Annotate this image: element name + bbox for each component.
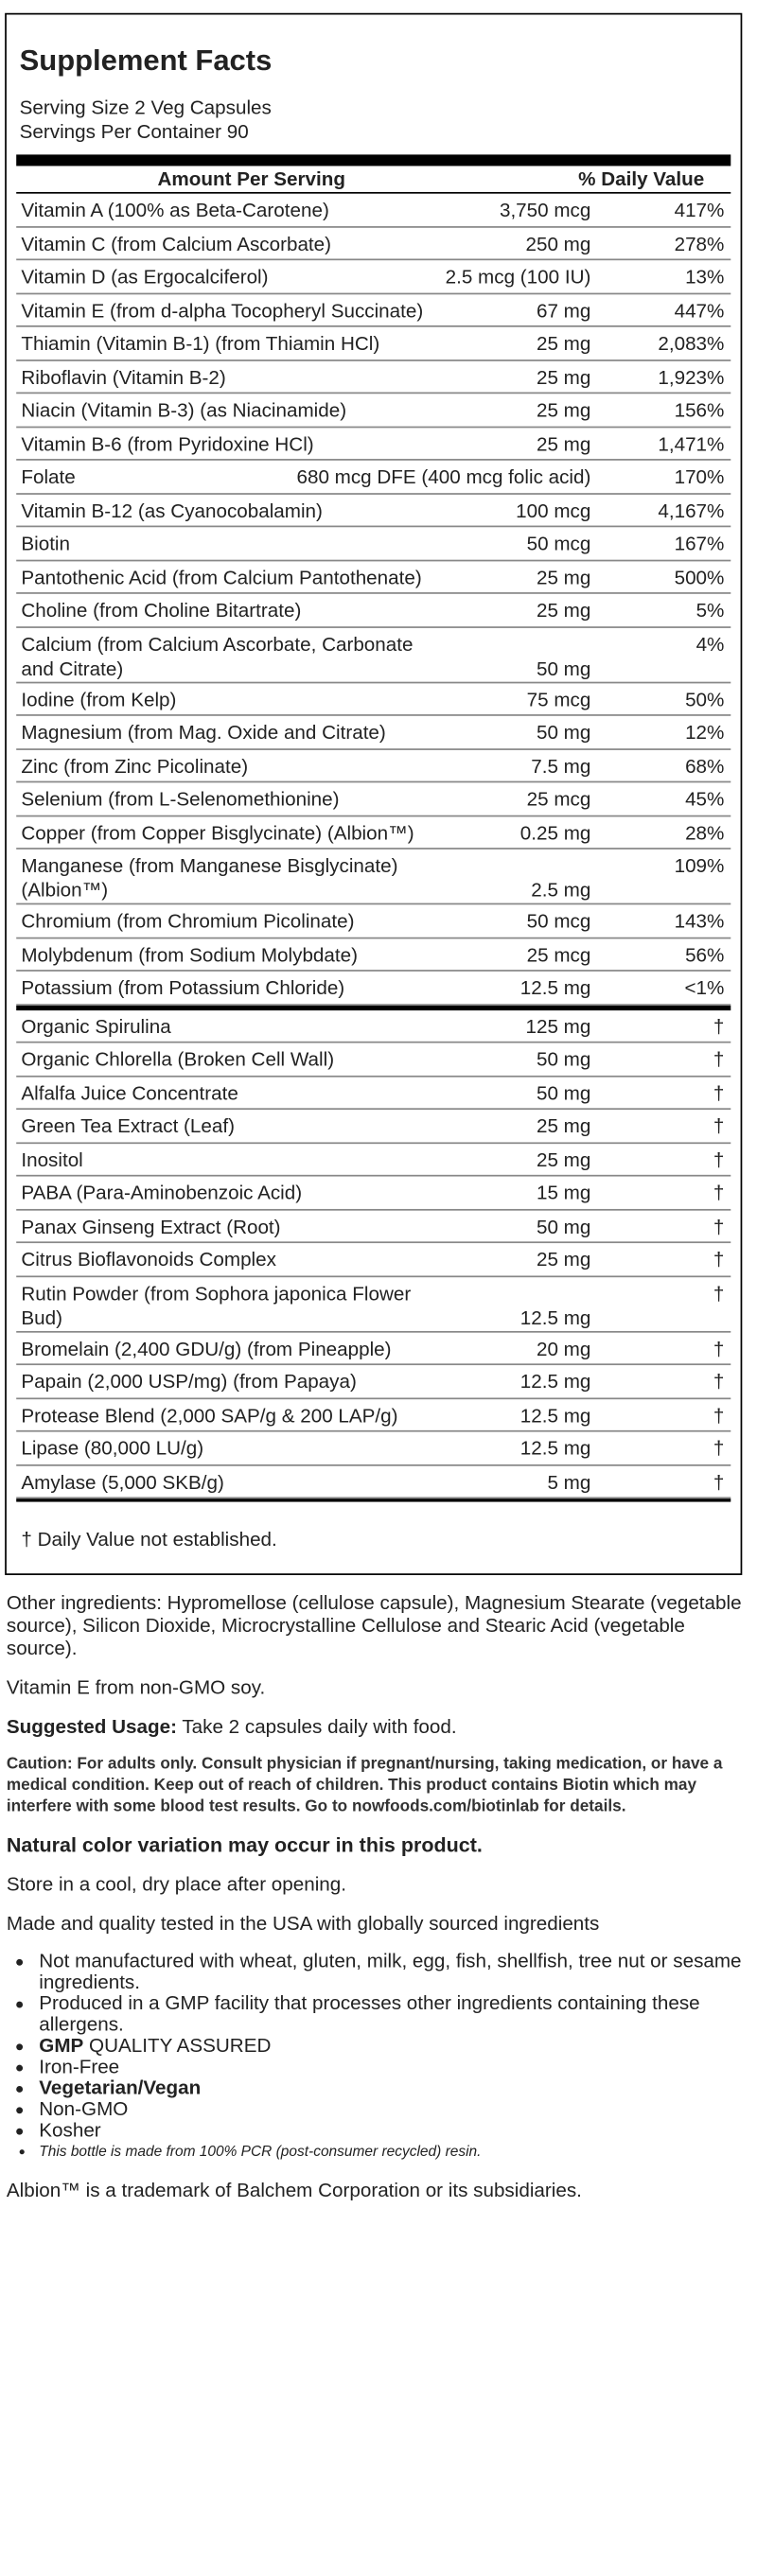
table-row	[16, 1177, 731, 1210]
daily-value: †	[713, 1114, 725, 1138]
nutrient-name: Organic Chlorella (Broken Cell Wall)	[21, 1047, 335, 1071]
table-row	[16, 360, 731, 394]
daily-value: 1,923%	[658, 365, 725, 389]
usage-label: Suggested Usage:	[6, 1714, 177, 1738]
daily-value: 447%	[674, 298, 725, 322]
list-item: • Not manufactured with wheat, gluten, milk, egg, fish, shellfish, tree nut or sesame ingredients.	[39, 1951, 750, 1993]
nutrient-amount: 7.5 mg	[531, 754, 591, 778]
nutrient-amount: 25 mg	[536, 1114, 591, 1138]
daily-value: 4%	[695, 632, 725, 656]
header-amount: Amount Per Serving	[157, 167, 345, 191]
list-item: • Vegetarian/Vegan	[39, 2077, 750, 2098]
table-row	[16, 749, 731, 782]
table-row	[16, 293, 731, 326]
nutrient-name: Potassium (from Potassium Chloride)	[21, 976, 345, 1000]
daily-value: 170%	[674, 464, 725, 488]
nutrient-name-text: Vitamin D (as Ergocalciferol)	[21, 265, 269, 289]
nutrient-amount: 50 mcg	[526, 532, 591, 555]
table-row	[16, 1398, 731, 1431]
nutrient-amount: 75 mcg	[526, 687, 591, 710]
nutrient-name: Copper (from Copper Bisglycinate) (Albion™)	[21, 820, 414, 844]
nutrient-name: Selenium (from L-Selenomethionine)	[21, 787, 340, 811]
nutrient-amount: 25 mg	[536, 398, 591, 422]
table-row	[16, 1332, 731, 1365]
daily-value: 167%	[674, 532, 725, 555]
list-item: • This bottle is made from 100% PCR (post-consumer recycled) resin.	[39, 2142, 750, 2163]
table-row	[16, 1243, 731, 1276]
natural-color-note: Natural color variation may occur in this product.	[6, 1833, 483, 1857]
nutrient-name: Magnesium (from Mag. Oxide and Citrate)	[21, 720, 386, 745]
daily-value: †	[713, 1047, 725, 1071]
list-item: • Produced in a GMP facility that processes other ingredients containing these allergens.	[39, 1993, 750, 2036]
nutrient-name	[16, 465, 607, 492]
nutrient-amount: 15 mg	[536, 1181, 591, 1204]
other-ingredient-rows	[16, 1009, 731, 1498]
nutrient-name: Amylase (5,000 SKB/g)	[21, 1470, 224, 1494]
nutrient-name: Chromium (from Chromium Picolinate)	[21, 909, 355, 933]
daily-value: <1%	[684, 976, 725, 1000]
table-row	[16, 1143, 731, 1176]
gmp-bold: GMP	[39, 2034, 84, 2058]
nutrient-name: Riboflavin (Vitamin B-2)	[21, 365, 226, 389]
servings-per-container: Servings Per Container 90	[19, 120, 249, 144]
nutrient-amount: 12.5 mg	[519, 1436, 591, 1460]
serving-size: Serving Size 2 Veg Capsules	[19, 96, 272, 119]
nutrient-amount: 2.5 mg	[531, 878, 591, 902]
daily-value: 4,167%	[658, 499, 725, 522]
nutrient-name: Protease Blend (2,000 SAP/g & 200 LAP/g)	[21, 1403, 398, 1427]
table-row	[16, 1432, 731, 1465]
other-ingredients: Other ingredients: Hypromellose (cellulose capsule), Magnesium Stearate (vegetable source), Silicon Dioxide, Microcrystalline Cellulose and Stearic Acid (vegetable source).	[6, 1591, 742, 1660]
nutrient-amount: 25 mg	[536, 1148, 591, 1171]
product-info	[0, 1575, 757, 2201]
daily-value: †	[713, 1370, 725, 1393]
daily-value: †	[713, 1470, 725, 1494]
table-row	[16, 1110, 731, 1143]
table-row	[16, 1365, 731, 1398]
nutrient-name	[16, 265, 607, 291]
table-header	[16, 166, 731, 193]
nutrient-amount: 50 mg	[536, 1047, 591, 1071]
table-row	[16, 394, 731, 427]
nutrient-amount: 12.5 mg	[519, 976, 591, 1000]
table-row	[16, 972, 731, 1005]
nutrient-name: Iodine (from Kelp)	[21, 687, 177, 710]
nutrient-amount: 5 mg	[547, 1470, 591, 1494]
vitamin-e-source: Vitamin E from non-GMO soy.	[6, 1675, 266, 1699]
table-row	[16, 1276, 731, 1331]
nutrient-amount: 25 mg	[536, 1248, 591, 1271]
nutrient-name: Inositol	[21, 1148, 83, 1171]
nutrient-name: Vitamin E (from d-alpha Tocopheryl Succinate)	[21, 298, 424, 322]
nutrient-amount: 12.5 mg	[519, 1370, 591, 1393]
table-row	[16, 428, 731, 461]
table-row	[16, 904, 731, 938]
nutrient-name: Manganese (from Manganese Bisglycinate) (Albion™)	[21, 854, 398, 902]
nutrient-amount: 25 mcg	[526, 787, 591, 811]
nutrient-name: Niacin (Vitamin B-3) (as Niacinamide)	[21, 398, 347, 422]
table-row	[16, 1043, 731, 1077]
nutrient-name-text: Folate	[21, 464, 76, 488]
nutrient-name: Thiamin (Vitamin B-1) (from Thiamin HCl)	[21, 331, 380, 355]
list-item: • Iron-Free	[39, 2057, 750, 2077]
nutrient-name: Panax Ginseng Extract (Root)	[21, 1214, 281, 1238]
daily-value: 500%	[674, 565, 725, 588]
daily-value: 68%	[685, 754, 725, 778]
table-row	[16, 494, 731, 527]
daily-value: †	[713, 1014, 725, 1038]
nutrient-amount: 125 mg	[525, 1014, 591, 1038]
nutrient-amount: 25 mg	[536, 565, 591, 588]
nutrient-name: Vitamin B-6 (from Pyridoxine HCl)	[21, 431, 314, 455]
daily-value: †	[713, 1214, 725, 1238]
daily-value: 28%	[685, 820, 725, 844]
nutrient-name: Zinc (from Zinc Picolinate)	[21, 754, 249, 778]
list-item: • Non-GMO	[39, 2099, 750, 2120]
table-row	[16, 1465, 731, 1498]
nutrient-amount: 50 mg	[536, 720, 591, 745]
usage-text: Take 2 capsules daily with food.	[176, 1714, 457, 1738]
nutrient-name: Bromelain (2,400 GDU/g) (from Pineapple)	[21, 1336, 392, 1360]
nutrient-amount: 3,750 mcg	[499, 198, 591, 221]
nutrient-name: Vitamin C (from Calcium Ascorbate)	[21, 232, 332, 255]
nutrient-name: Alfalfa Juice Concentrate	[21, 1080, 238, 1105]
daily-value: 1,471%	[658, 431, 725, 455]
daily-value: †	[713, 1403, 725, 1427]
trademark-note: Albion™ is a trademark of Balchem Corporation or its subsidiaries.	[6, 2179, 582, 2202]
table-row	[16, 194, 731, 227]
nutrient-name: Lipase (80,000 LU/g)	[21, 1436, 204, 1460]
supplement-facts-panel	[5, 13, 742, 1575]
nutrient-amount: 50 mcg	[526, 909, 591, 933]
nutrient-amount: 250 mg	[525, 232, 591, 255]
table-row	[16, 938, 731, 972]
nutrient-amount: 0.25 mg	[519, 820, 591, 844]
table-row	[16, 594, 731, 627]
daily-value: †	[713, 1080, 725, 1105]
table-row	[16, 683, 731, 716]
nutrient-name: Citrus Bioflavonoids Complex	[21, 1248, 276, 1271]
daily-value: 109%	[674, 854, 725, 878]
table-row	[16, 561, 731, 594]
header-dv: % Daily Value	[578, 167, 705, 191]
nutrient-name: Vitamin A (100% as Beta-Carotene)	[21, 198, 329, 221]
nutrient-amount: 25 mg	[536, 431, 591, 455]
daily-value: 278%	[674, 232, 725, 255]
daily-value: †	[713, 1148, 725, 1171]
nutrient-amount: 12.5 mg	[519, 1306, 591, 1329]
nutrient-amount: 25 mcg	[526, 942, 591, 966]
table-row	[16, 850, 731, 904]
table-row	[16, 627, 731, 682]
table-row	[16, 1009, 731, 1043]
nutrient-amount: 25 mg	[536, 598, 591, 622]
table-row	[16, 716, 731, 749]
vitamin-rows	[16, 194, 731, 1005]
daily-value: †	[713, 1436, 725, 1460]
nutrient-name: Pantothenic Acid (from Calcium Pantothenate)	[21, 565, 422, 588]
nutrient-name: Green Tea Extract (Leaf)	[21, 1114, 236, 1138]
gmp-rest: QUALITY ASSURED	[83, 2034, 272, 2058]
nutrient-amount: 25 mg	[536, 331, 591, 355]
daily-value: 5%	[695, 598, 725, 622]
thick-divider	[16, 154, 731, 166]
table-row	[16, 527, 731, 560]
daily-value: 143%	[674, 909, 725, 933]
daily-value: 45%	[685, 787, 725, 811]
table-row	[16, 461, 731, 494]
nutrient-name: PABA (Para-Aminobenzoic Acid)	[21, 1181, 303, 1204]
daily-value: 12%	[685, 720, 725, 745]
made-in-note: Made and quality tested in the USA with globally sourced ingredients	[6, 1912, 600, 1936]
nutrient-amount: 67 mg	[536, 298, 591, 322]
daily-value: †	[713, 1248, 725, 1271]
feature-list	[39, 1951, 750, 2163]
table-row	[16, 816, 731, 850]
table-row	[16, 260, 731, 293]
nutrient-amount: 25 mg	[536, 365, 591, 389]
nutrient-amount: 100 mcg	[516, 499, 591, 522]
daily-value: 2,083%	[658, 331, 725, 355]
list-item	[39, 2036, 750, 2057]
daily-value: †	[713, 1181, 725, 1204]
table-row	[16, 1077, 731, 1110]
nutrient-amount: 50 mg	[536, 1080, 591, 1105]
daily-value: 13%	[685, 265, 725, 289]
table-row	[16, 227, 731, 260]
list-item: • Kosher	[39, 2120, 750, 2141]
nutrient-name: Organic Spirulina	[21, 1014, 171, 1038]
nutrient-amount: 12.5 mg	[519, 1403, 591, 1427]
nutrient-amount: 20 mg	[536, 1336, 591, 1360]
daily-value: †	[713, 1336, 725, 1360]
suggested-usage	[7, 1715, 750, 1738]
nutrient-name: Vitamin B-12 (as Cyanocobalamin)	[21, 499, 323, 522]
nutrient-amount: 50 mg	[536, 657, 591, 680]
nutrient-amount-text: 680 mcg DFE (400 mcg folic acid)	[296, 464, 591, 488]
daily-value: †	[713, 1281, 725, 1305]
nutrient-amount: 50 mg	[536, 1214, 591, 1238]
nutrient-name: Calcium (from Calcium Ascorbate, Carbonate and Citrate)	[21, 632, 414, 680]
caution-text: Caution: For adults only. Consult physician if pregnant/nursing, taking medication, or have a medical condition. Keep out of reach of children. This product contains Biotin which may interfere with some blood test results. Go to nowfoods.com/biotinlab for details.	[6, 1755, 723, 1816]
nutrient-name: Rutin Powder (from Sophora japonica Flower Bud)	[21, 1281, 412, 1329]
table-row	[16, 782, 731, 815]
nutrient-name: Choline (from Choline Bitartrate)	[21, 598, 302, 622]
nutrient-name: Molybdenum (from Sodium Molybdate)	[21, 942, 358, 966]
daily-value: 417%	[674, 198, 725, 221]
facts-title: Supplement Facts	[19, 44, 273, 77]
table-row	[16, 327, 731, 360]
daily-value: 156%	[674, 398, 725, 422]
daily-value: 50%	[685, 687, 725, 710]
nutrient-name: Papain (2,000 USP/mg) (from Papaya)	[21, 1370, 357, 1393]
dv-footnote: † Daily Value not established.	[16, 1498, 731, 1573]
storage-note: Store in a cool, dry place after opening.	[6, 1872, 347, 1896]
nutrient-amount-text: 2.5 mcg (100 IU)	[445, 265, 591, 289]
daily-value: 56%	[685, 942, 725, 966]
nutrient-name: Biotin	[21, 532, 71, 555]
table-row	[16, 1210, 731, 1243]
